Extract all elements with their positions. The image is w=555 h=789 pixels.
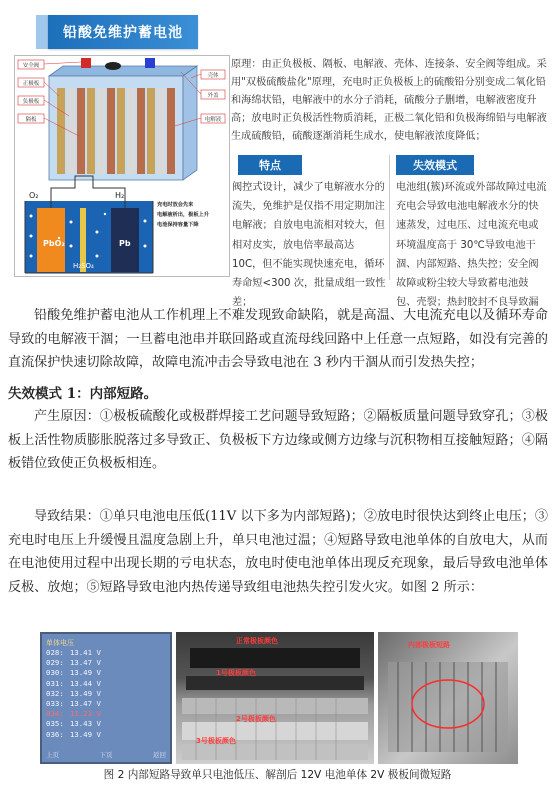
lcd-cell-voltage: 13.47 V (69, 658, 101, 668)
lcd-cell-index: 028: (46, 648, 64, 657)
lcd-cell-voltage: 13.49 V (69, 668, 101, 678)
label-h2: H₂ (115, 191, 125, 200)
label-neg-plate: 负极板 (22, 98, 40, 105)
lcd-cell-index: 035: (46, 719, 64, 729)
lcd-cell-voltage: 13.49 V (69, 729, 101, 739)
lcd-cell-index: 032: (46, 688, 64, 698)
lcd-voltage-row (46, 679, 166, 689)
lcd-voltage-row (46, 719, 166, 729)
note-3: 电池保持容量下降 (157, 222, 199, 228)
feature-tag: 特点 (238, 155, 302, 175)
label-pos-plate: 正极板 (22, 80, 40, 87)
lcd-cell-voltage: 13.47 V (69, 698, 101, 708)
failure-mode-text: 电池组(簇)环流或外部故障过电流充电会导致电池电解液水分的快速蒸发，过电压、过电流充电或环境温度高于 30℃导致电池干涸、内部短路、热失控；安全阀故障或粉尘较大导致蓄电池鼓包、壳裂；热封胶封不良导致漏 (396, 182, 547, 309)
label-housing: 壳体 (207, 72, 219, 79)
lcd-footer-item: 返回 (153, 751, 166, 759)
section-banner: 铅酸免维护蓄电池 (48, 15, 198, 49)
label-o2: O₂ (29, 191, 39, 200)
lcd-footer-item: 上页 (46, 751, 59, 759)
lcd-cell-voltage: 13.44 V (69, 678, 101, 688)
lcd-cell-voltage: 13.49 V (69, 688, 101, 698)
short-circuit-photo (378, 632, 518, 764)
lcd-voltage-row (46, 699, 166, 709)
note-2: 电解液析出，极板上升 (157, 212, 209, 218)
column-divider (389, 155, 390, 280)
photo-label: 1号极板颜色 (216, 669, 256, 677)
label-lid: 外盖 (207, 92, 219, 99)
banner-accent (36, 15, 48, 49)
lcd-cell-voltage: 11.23 V (69, 709, 101, 719)
lcd-title: 单体电压 (46, 639, 74, 647)
label-separator: 隔板 (25, 116, 37, 123)
note-1: 充电时放会先来 (157, 202, 194, 208)
label-electrolyte: 电解液 (204, 116, 222, 123)
battery-structure-figure (14, 55, 230, 277)
label-safety-valve: 安全阀 (22, 62, 40, 69)
principle-text: 原理：由正负极板、隔板、电解液、壳体、连接条、安全阀等组成。采用"双极硫酸盐化"原理，充电时正负极板上的硫酸铅分别变成二氧化铅和海绵状铅，电解液中的水分子消耗，硫酸分子删增，电解液密度升高；放电时正负极活性物质消耗，正极二氧化铅和负极海绵铅与电解液生成硫酸铅，硫酸逐渐消耗生成水，使电解液浓度降低； (231, 59, 547, 142)
photo-label: 3号极板颜色 (196, 737, 236, 745)
lcd-voltage-row (46, 658, 166, 668)
lcd-voltage-row (46, 668, 166, 678)
lcd-voltage-row (46, 689, 166, 699)
battery-diagram (15, 56, 229, 276)
plate-comparison-photo (176, 632, 374, 764)
photo-label: 正常极板颜色 (236, 637, 278, 645)
short-photo-shapes (378, 632, 518, 764)
figure-2-photos (40, 632, 518, 764)
failure-mode-tag: 失效模式 (396, 155, 474, 175)
section-heading: 失效模式 1：内部短路。 (8, 386, 158, 402)
lcd-cell-index: 030: (46, 668, 64, 678)
label-pb: Pb (119, 239, 131, 248)
label-h2so4: H₂SO₄ (73, 262, 94, 270)
voltage-monitor-screen (40, 632, 172, 764)
cause-paragraph: 产生原因：①极板硫酸化或极群焊接工艺问题导致短路；②隔板质量问题导致穿孔；③极板上活性物质膨胀脱落过多导致正、负极板下方边缘或侧方边缘与沉积物相互接触短路；④隔板错位致使正负极板相连。 (8, 409, 548, 471)
lcd-footer-item: 下页 (99, 751, 113, 759)
lcd-cell-index: 033: (46, 698, 64, 708)
photo-label: 2号极板颜色 (236, 715, 276, 723)
lcd-cell-index: 029: (46, 658, 64, 668)
label-pbo2: PbO₂ (43, 239, 65, 248)
lcd-voltage-row (46, 730, 166, 740)
intro-paragraph: 铅酸免维护蓄电池从工作机理上不难发现致命缺陷，就是高温、大电流充电以及循环寿命导致的电解液干涸；一旦蓄电池串并联回路或直流母线回路中上任意一点短路，如没有完善的直流保护快速切除故障，故障电流冲击会导致电池在 3 秒内干涸从而引发热失控； (8, 308, 548, 370)
result-paragraph: 导致结果：①单只电池电压低(11V 以下多为内部短路)；②放电时很快达到终止电压；③充电时电压上升缓慢且温度急剧上升，单只电池过温；④短路导致电池单体的自放电大，从而在电池使用过程中出现长期的亏电状态，放电时使电池单体出现反充现象，最后导致电池单体反极、放炮；⑤短路导致电池内热传递导致组电池热失控引发火灾。如图 2 所示： (8, 509, 548, 595)
lcd-cell-index: 034: (46, 709, 64, 719)
lcd-voltage-row (46, 709, 166, 719)
lcd-rows (46, 648, 166, 740)
photo-label: 内部极板短路 (408, 641, 450, 649)
lcd-cell-voltage: 13.41 V (69, 648, 101, 657)
lcd-cell-voltage: 13.43 V (69, 719, 101, 729)
feature-text: 阀控式设计，减少了电解液水分的流失，免维护是仅指不用定期加注电解液；自放电电流相对较大，但相对皮实，放电倍率最高达 10C，但不能实现快速充电，循环寿命短<300 次，批量成组一致性差； (232, 182, 386, 309)
lcd-voltage-row (46, 648, 166, 658)
lcd-footer (46, 750, 166, 759)
figure-caption: 图 2 内部短路导致单只电池低压、解剖后 12V 电池单体 2V 极板间微短路 (103, 769, 452, 781)
lcd-cell-index: 031: (46, 678, 64, 688)
lcd-cell-index: 036: (46, 729, 64, 739)
